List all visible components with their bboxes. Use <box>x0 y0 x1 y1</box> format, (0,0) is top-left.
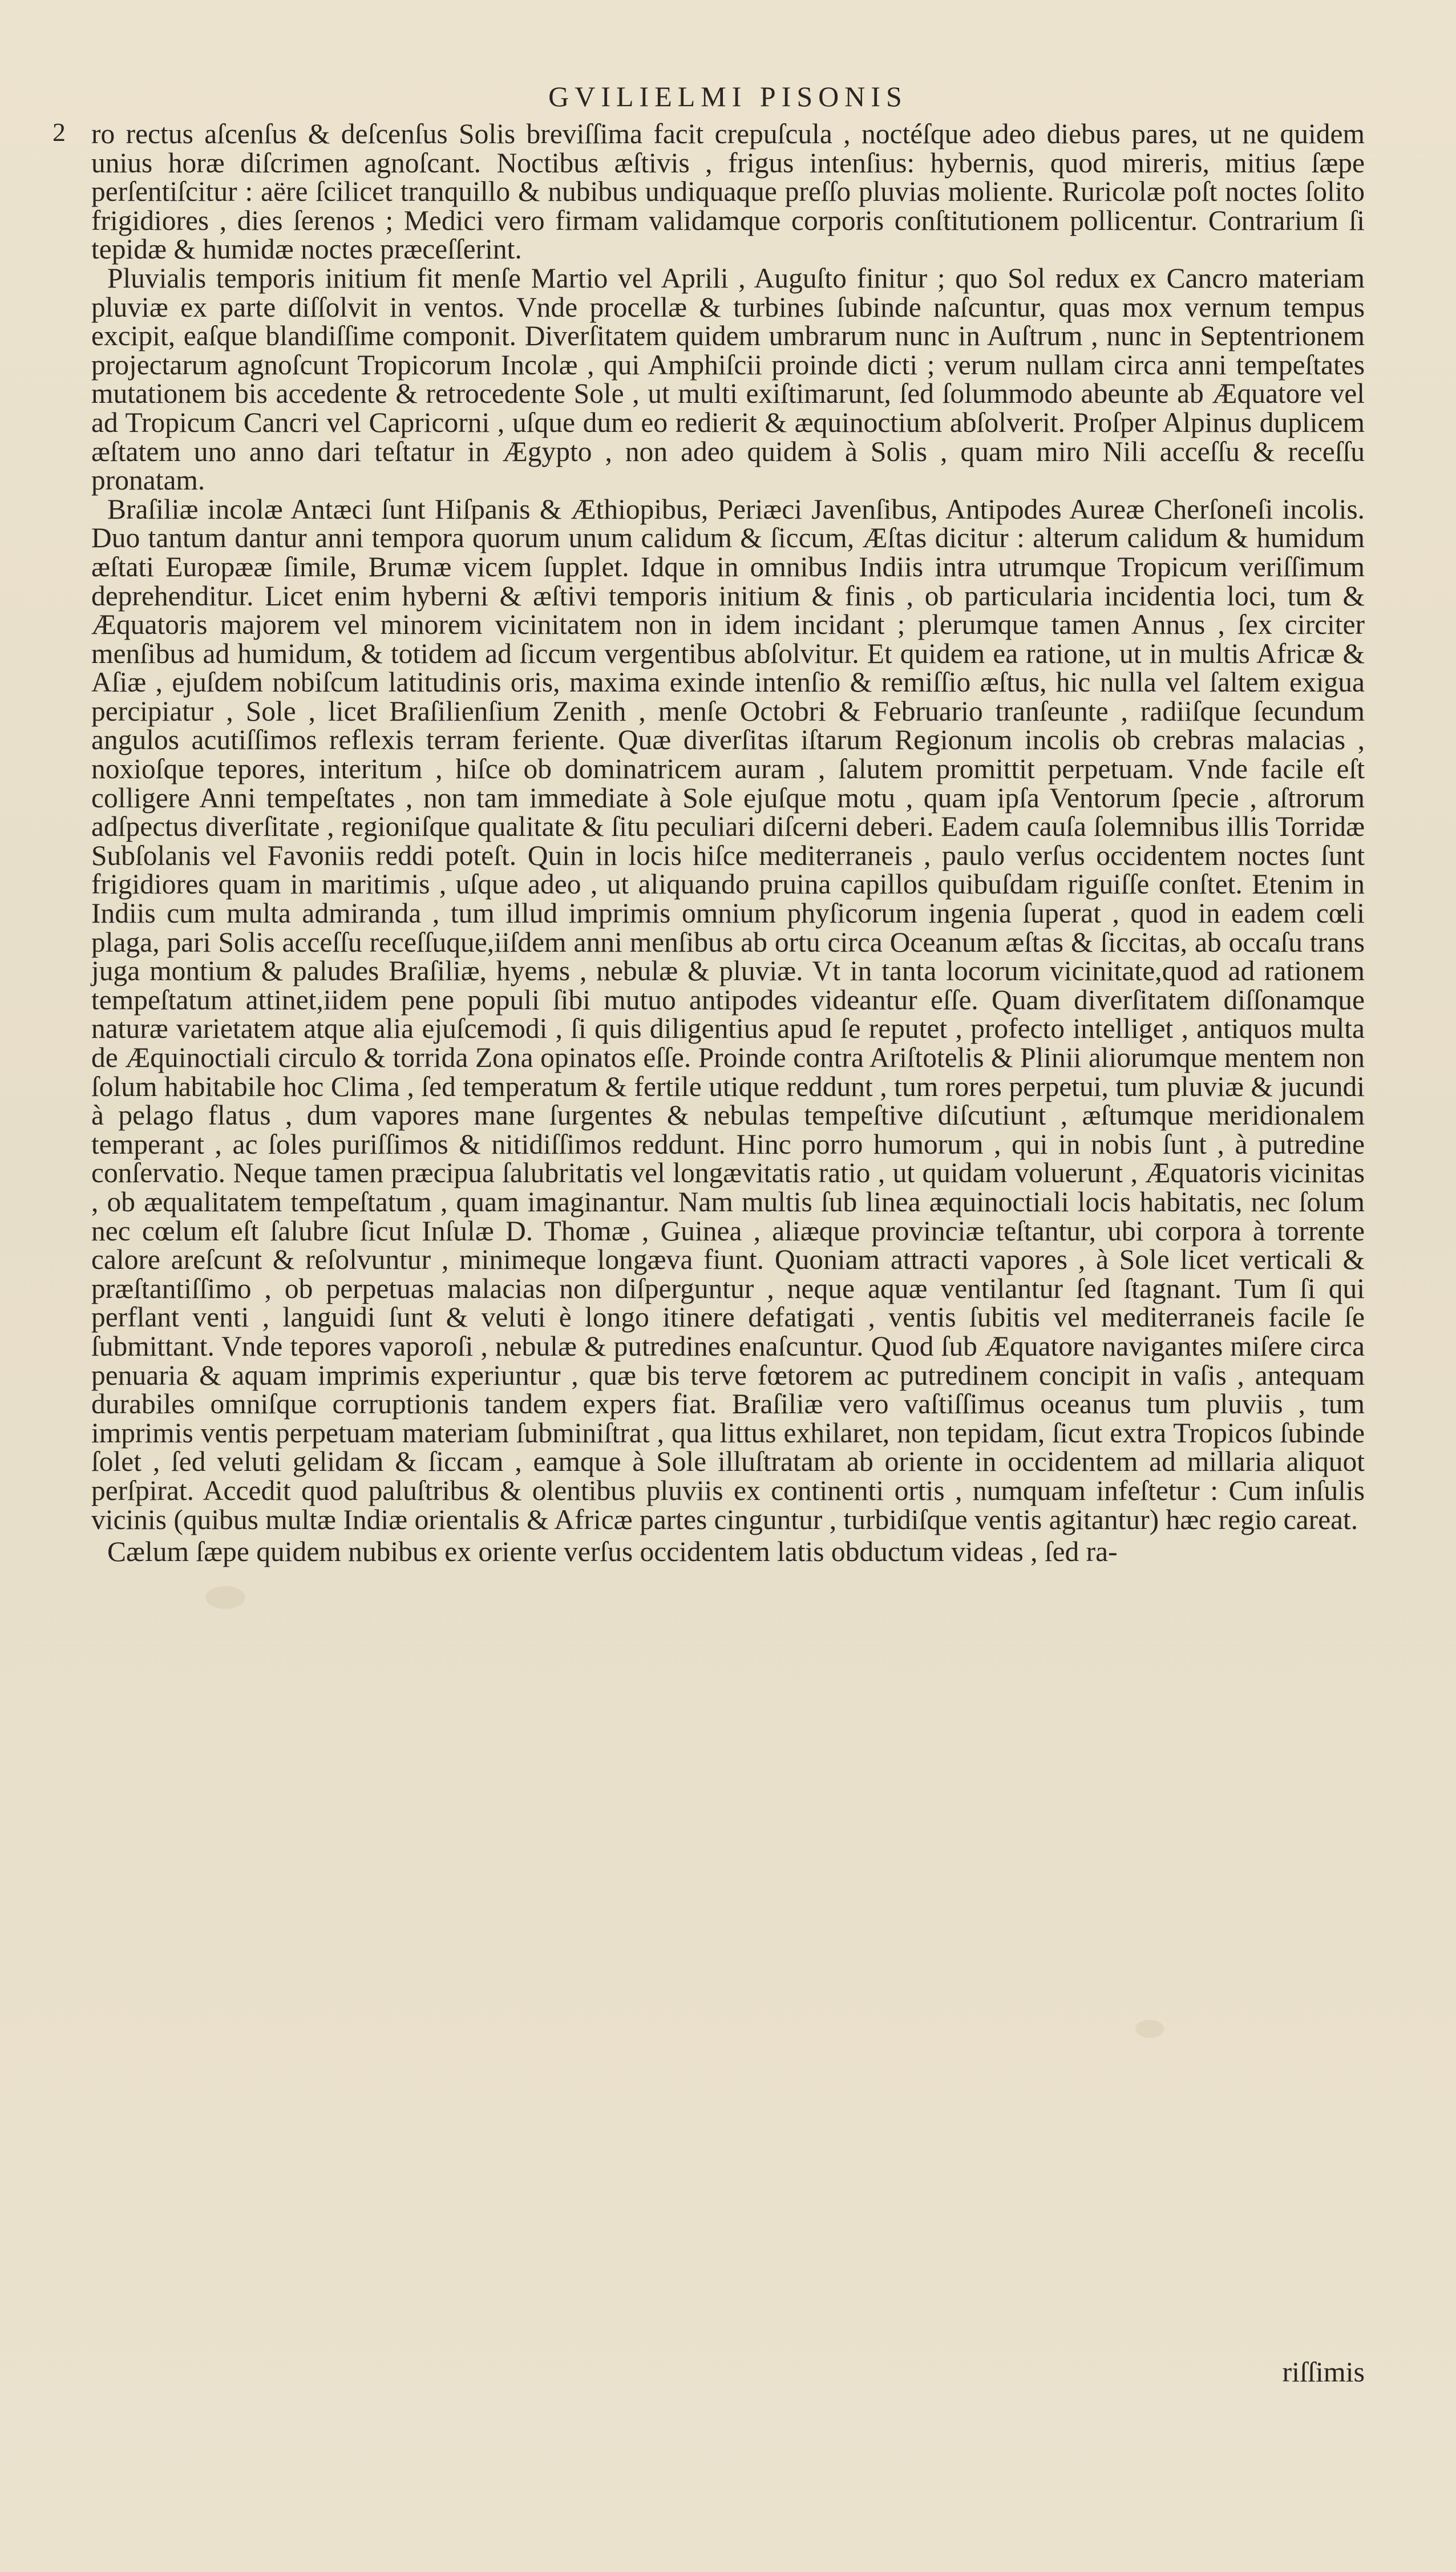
paragraph-2: Pluvialis temporis initium fit menſe Martio vel Aprili , Auguſto finitur ; quo Sol redux ex Cancro materiam pluviæ ex parte diſſolvit in ventos. Vnde procellæ & turbines ſubinde naſcuntur, quas mox vernum tempus excipit, eaſque blandiſſime componit. Diverſitatem quidem umbrarum nunc in Auſtrum , nunc in Septentrionem projectarum agnoſcunt Tropicorum Incolæ , qui Amphiſcii proinde dicti ; verum nullam circa anni tempeſtates mutationem bis accedente & retrocedente Sole , ut multi exiſtimarunt, ſed ſolummodo abeunte ab Æquatore vel ad Tropicum Cancri vel Capricorni , uſque dum eo redierit & æquinoctium abſolverit. Proſper Alpinus duplicem æſtatem uno anno dari teſtatur in Ægypto , non adeo quidem à Solis , quam miro Nili acceſſu & receſſu pronatam. <box>91 262 1365 496</box>
paragraph-3: Braſiliæ incolæ Antæci ſunt Hiſpanis & Æthiopibus, Periæci Javenſibus, Antipodes Aureæ Cherſoneſi incolis. Duo tantum dantur anni tempora quorum unum calidum & ſiccum, Æſtas dicitur : alterum calidum & humidum æſtati Europææ ſimile, Brumæ vicem ſupplet. Idque in omnibus Indiis intra utrumque Tropicum veriſſimum deprehenditur. Licet enim hyberni & æſtivi temporis initium & finis , ob particularia incidentia loci, tum & Æquatoris majorem vel minorem vicinitatem non in idem incidant ; plerumque tamen Annus , ſex circiter menſibus ad humidum, & totidem ad ſiccum vergentibus abſolvitur. Et quidem ea ratione, ut in multis Africæ & Aſiæ , ejuſdem nobiſcum latitudinis oris, maxima exinde intenſio & remiſſio æſtus, hic nulla vel ſaltem exigua percipiatur , Sole , licet Braſilienſium Zenith , menſe Octobri & Februario tranſeunte , radiiſque ſecundum angulos acutiſſimos reflexis terram feriente. Quæ diverſitas iſtarum Regionum incolis ob crebras malacias , noxioſque tepores, interitum , hiſce ob dominatricem auram , ſalutem promittit perpetuam. Vnde facile eſt colligere Anni tempeſtates , non tam immediate à Sole ejuſque motu , quam ipſa Ventorum ſpecie , aſtrorum adſpectus diverſitate , regioniſque qualitate & ſitu peculiari diſcerni deberi. Eadem cauſa ſolemnibus illis Torridæ Subſolanis vel Favoniis reddi poteſt. Quin in locis hiſce mediterraneis , paulo verſus occidentem noctes ſunt frigidiores quam in maritimis , uſque adeo , ut aliquando pruina capillos quibuſdam riguiſſe conſtet. Etenim in Indiis cum multa admiranda , tum illud imprimis omnium phyſicorum ingenia ſuperat , quod in eadem cœli plaga, pari Solis acceſſu receſſuque,iiſdem anni menſibus ab ortu circa Oceanum æſtas & ſiccitas, ab occaſu trans juga montium & paludes Braſiliæ, hyems , nebulæ & pluviæ. Vt in tanta locorum vicinitate,quod ad rationem tempeſtatum attinet,iidem pene populi ſibi mutuo antipodes videantur eſſe. Quam diverſitatem diſſonamque naturæ varietatem atque alia ejuſcemodi , ſi quis diligentius apud ſe reputet , profecto intelliget , antiquos multa de Æquinoctiali circulo & torrida Zona opinatos eſſe. Proinde contra Ariſtotelis & Plinii aliorumque mentem non ſolum habitabile hoc Clima , ſed temperatum & fertile utique reddunt , tum rores perpetui, tum pluviæ & jucundi à pelago flatus , dum vapores mane ſurgentes & nebulas tempeſtive diſcutiunt , æſtumque meridionalem temperant , ac ſoles puriſſimos & nitidiſſimos reddunt. Hinc porro humorum , qui in nobis ſunt , à putredine conſervatio. Neque tamen præcipua ſalubritatis vel longævitatis ratio , ut quidam voluerunt , Æquatoris vicinitas , ob æqualitatem tempeſtatum , quam imaginantur. Nam multis ſub linea æquinoctiali locis habitatis, nec ſolum nec cœlum eſt ſalubre ſicut Inſulæ D. Thomæ , Guinea , aliæque provinciæ teſtantur, ubi corpora à torrente calore areſcunt & reſolvuntur , minimeque longæva fiunt. Quoniam attracti vapores , à Sole licet verticali & præſtantiſſimo , ob perpetuas malacias non diſperguntur , neque aquæ ventilantur ſed ſtagnant. Tum ſi qui perflant venti , languidi ſunt & veluti è longo itinere defatigati , ventis ſubitis vel mediterraneis facile ſe ſubmittant. Vnde tepores vaporoſi , nebulæ & putredines enaſcuntur. Quod ſub Æquatore navigantes miſere circa penuaria & aquam imprimis experiuntur , quæ bis terve fœtorem ac putredinem concipit in vaſis , antequam durabiles omniſque corruptionis tandem expers fiat. Braſiliæ vero vaſtiſſimus oceanus tum pluviis , tum imprimis ventis perpetuam materiam ſubminiſtrat , qua littus exhilaret, non tepidam, ſicut extra Tropicos ſubinde ſolet , ſed veluti gelidam & ſiccam , eamque à Sole illuſtratam ab oriente in occidentem ad millaria aliquot perſpirat. Accedit quod paluſtribus & olentibus pluviis ex continenti ortis , numquam infeſtetur : Cum inſulis vicinis (quibus multæ Indiæ orientalis & Africæ partes cinguntur , turbidiſque ventis agitantur) hæc regio careat. <box>91 493 1365 1535</box>
paper-stain <box>1135 2020 1164 2038</box>
paper-stain <box>205 1586 245 1609</box>
body-text <box>91 120 1365 1567</box>
page-number: 2 <box>52 118 66 147</box>
paragraph-4: Cælum ſæpe quidem nubibus ex oriente verſus occidentem latis obductum videas , ſed ra- <box>107 1536 1118 1568</box>
running-title: GVILIELMI PISONIS <box>548 80 908 112</box>
paragraph-1: ro rectus aſcenſus & deſcenſus Solis breviſſima facit crepuſcula , noctéſque adeo diebus pares, ut ne quidem unius horæ diſcrimen agnoſcant. Noctibus æſtivis , frigus intenſius: hybernis, quod mireris, mitius ſæpe perſentiſcitur : aëre ſcilicet tranquillo & nubibus undiquaque preſſo pluvias moliente. Ruricolæ poſt noctes ſolito frigidiores , dies ſerenos ; Medici vero firmam validamque corporis conſtitutionem pollicentur. Contrarium ſi tepidæ & humidæ noctes præceſſerint. <box>91 118 1365 265</box>
catchword: riſſimis <box>1282 2356 1365 2388</box>
